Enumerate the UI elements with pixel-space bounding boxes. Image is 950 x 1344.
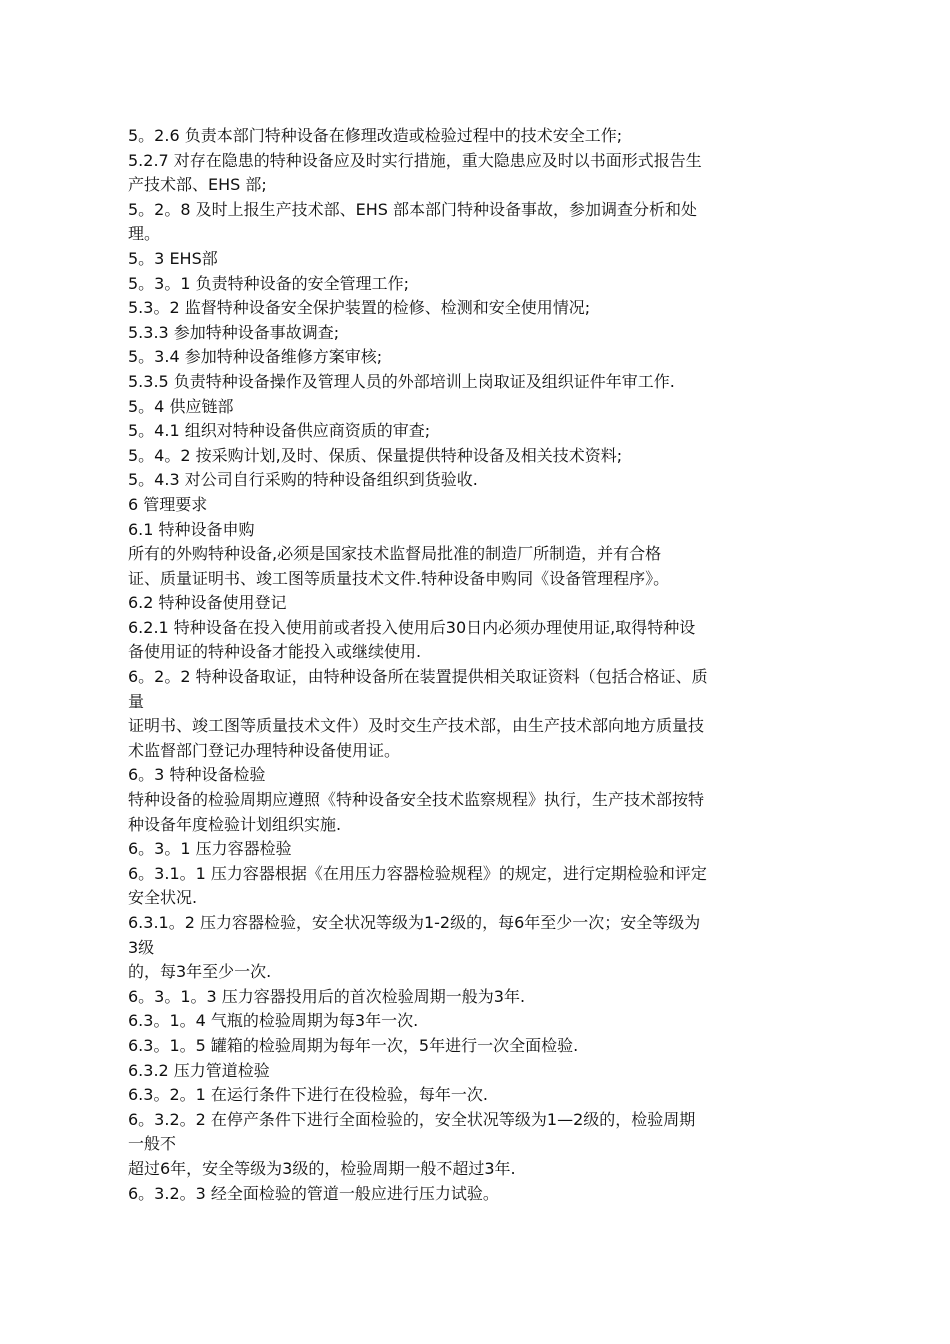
text-line: 6。3.2。3 经全面检验的管道一般应进行压力试验。 xyxy=(128,1183,499,1203)
text-line: 备使用证的特种设备才能投入或继续使用. xyxy=(128,642,422,662)
text-line: 5。2.6 负责本部门特种设备在修理改造或检验过程中的技术安全工作; xyxy=(128,126,623,145)
text-line: 一般不 xyxy=(128,1134,177,1154)
document-body xyxy=(128,124,828,1206)
text-line: 6.3.1。2 压力容器检验，安全状况等级为1-2级的，每6年至少一次；安全等级为 xyxy=(128,913,701,932)
text-line: 6。3.2。2 在停产条件下进行全面检验的，安全状况等级为1—2级的，检验周期 xyxy=(128,1109,696,1129)
text-line: 6.3。1。5 罐箱的检验周期为每年一次，5年进行一次全面检验. xyxy=(128,1035,579,1055)
text-line: 理。 xyxy=(128,224,161,244)
text-line: 6.3。2。1 在运行条件下进行在役检验，每年一次. xyxy=(128,1085,488,1105)
text-line: 5。2。8 及时上报生产技术部、EHS 部本部门特种设备事故，参加调查分析和处 xyxy=(128,199,698,219)
section-heading: 6。3 特种设备检验 xyxy=(128,765,266,785)
section-heading: 6。3。1 压力容器检验 xyxy=(128,839,292,859)
text-line: 5。4.1 组织对特种设备供应商资质的审查; xyxy=(128,421,431,441)
section-heading: 6.3.2 压力管道检验 xyxy=(128,1060,270,1080)
text-line: 3级 xyxy=(128,937,155,957)
text-line: 5.2.7 对存在隐患的特种设备应及时实行措施，重大隐患应及时以书面形式报告生 xyxy=(128,150,702,170)
text-line: 6。3.1。1 压力容器根据《在用压力容器检验规程》的规定，进行定期检验和评定 xyxy=(128,863,707,883)
text-line: 特种设备的检验周期应遵照《特种设备安全技术监察规程》执行，生产技术部按特 xyxy=(128,790,705,810)
text-line: 证、质量证明书、竣工图等质量技术文件.特种设备申购同《设备管理程序》。 xyxy=(128,568,670,588)
text-line: 5。3。1 负责特种设备的安全管理工作; xyxy=(128,273,410,293)
text-line: 种设备年度检验计划组织实施. xyxy=(128,814,342,834)
text-line: 的，每3年至少一次. xyxy=(128,962,272,982)
text-line: 量 xyxy=(128,691,145,711)
section-heading: 5。3 EHS部 xyxy=(128,248,218,268)
section-heading: 6.1 特种设备申购 xyxy=(128,519,255,539)
text-line: 5。4。2 按采购计划,及时、保质、保量提供特种设备及相关技术资料; xyxy=(128,445,623,465)
section-heading: 6 管理要求 xyxy=(128,494,208,514)
text-line: 5。3.4 参加特种设备维修方案审核; xyxy=(128,347,383,367)
text-line: 安全状况. xyxy=(128,888,198,908)
text-line: 5。4.3 对公司自行采购的特种设备组织到货验收. xyxy=(128,470,478,490)
text-line: 证明书、竣工图等质量技术文件）及时交生产技术部，由生产技术部向地方质量技 xyxy=(128,716,705,736)
text-line: 超过6年，安全等级为3级的，检验周期一般不超过3年. xyxy=(128,1158,516,1178)
text-line: 6.3。1。4 气瓶的检验周期为每3年一次. xyxy=(128,1011,419,1031)
section-heading: 6.2 特种设备使用登记 xyxy=(128,593,287,613)
text-line: 6.2.1 特种设备在投入使用前或者投入使用后30日内必须办理使用证,取得特种设 xyxy=(128,617,696,637)
text-line: 5.3.3 参加特种设备事故调查; xyxy=(128,322,340,342)
text-line: 6。2。2 特种设备取证，由特种设备所在装置提供相关取证资料（包括合格证、质 xyxy=(128,667,708,687)
text-line: 术监督部门登记办理特种设备使用证。 xyxy=(128,740,401,760)
text-line: 5.3。2 监督特种设备安全保护装置的检修、检测和安全使用情况; xyxy=(128,298,591,318)
text-line: 5.3.5 负责特种设备操作及管理人员的外部培训上岗取证及组织证件年审工作. xyxy=(128,371,675,391)
text-line: 产技术部、EHS 部; xyxy=(128,175,267,195)
text-line: 所有的外购特种设备,必须是国家技术监督局批准的制造厂所制造，并有合格 xyxy=(128,544,662,564)
section-heading: 5。4 供应链部 xyxy=(128,396,234,416)
text-line: 6。3。1。3 压力容器投用后的首次检验周期一般为3年. xyxy=(128,986,526,1006)
